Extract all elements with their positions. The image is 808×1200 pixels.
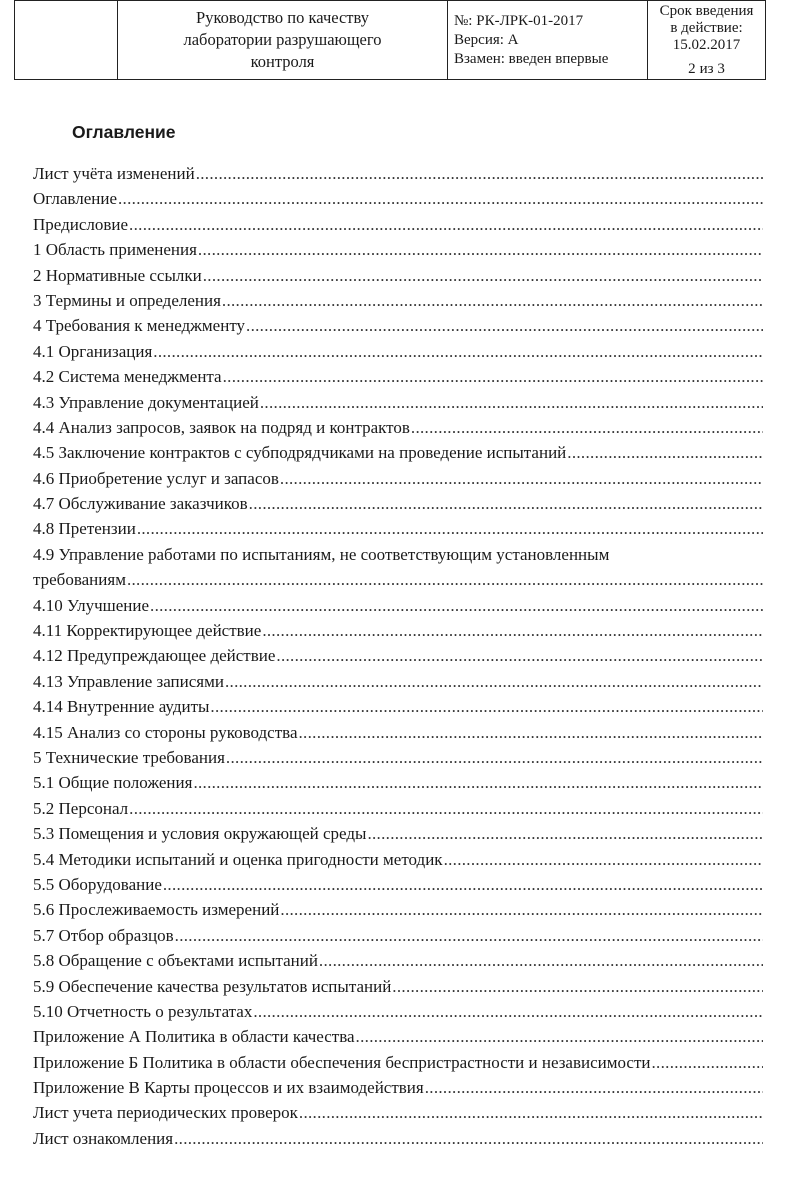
toc-item-title: 4.11 Корректирующее действие (33, 621, 262, 641)
toc-leader-dots (262, 618, 763, 643)
title-line: Руководство по качеству (196, 8, 369, 27)
doc-version: Версия: А (454, 31, 519, 48)
toc-leader-dots (411, 415, 763, 440)
toc-leader-dots (280, 466, 763, 491)
toc-item (33, 491, 763, 516)
toc-item (33, 745, 763, 770)
toc-leader-dots (226, 745, 763, 770)
toc-leader-dots (260, 390, 763, 415)
toc-leader-dots (118, 186, 763, 211)
toc-item (33, 542, 763, 567)
toc-leader-dots (175, 923, 763, 948)
toc-leader-dots (246, 313, 763, 338)
toc-item (33, 339, 763, 364)
toc-leader-dots (127, 567, 763, 592)
toc-item (33, 1126, 763, 1151)
toc-leader-dots (196, 161, 763, 186)
toc-item-title: 4.3 Управление документацией (33, 392, 259, 412)
toc-leader-dots (129, 212, 763, 237)
toc-leader-dots (174, 1126, 763, 1151)
manual-title (118, 1, 448, 80)
toc-item-title: 4.14 Внутренние аудиты (33, 697, 210, 717)
toc-item (33, 720, 763, 745)
toc-leader-dots (153, 339, 763, 364)
toc-item (33, 872, 763, 897)
toc-item-title: 3 Термины и определения (33, 290, 221, 310)
toc-heading: Оглавление (72, 122, 176, 142)
toc-item-title: Лист ознакомления (33, 1128, 174, 1148)
toc-item-title: Приложение А Политика в области качества (33, 1027, 355, 1047)
toc-item (33, 897, 763, 922)
toc-item (33, 999, 763, 1024)
toc-leader-dots (356, 1024, 763, 1049)
toc-item (33, 288, 763, 313)
logo-cell (15, 1, 118, 80)
toc-leader-dots (425, 1075, 763, 1100)
toc-leader-dots (203, 263, 763, 288)
toc-leader-dots (392, 974, 763, 999)
toc-leader-dots (253, 999, 763, 1024)
title-line: контроля (250, 52, 315, 71)
toc-item-title: Приложение В Карты процессов и их взаимодействия (33, 1078, 424, 1098)
toc-item-title: 4.15 Анализ со стороны руководства (33, 722, 298, 742)
toc-leader-dots (652, 1050, 764, 1075)
toc-item-title: Предисловие (33, 214, 129, 234)
toc-item-title: 4.12 Предупреждающее действие (33, 646, 276, 666)
toc-item-title: 1 Область применения (33, 240, 197, 260)
toc-item-title: 4.1 Организация (33, 341, 153, 361)
toc-leader-dots (198, 237, 763, 262)
toc-item (33, 313, 763, 338)
toc-item (33, 212, 763, 237)
toc-leader-dots (150, 593, 763, 618)
effective-date: 15.02.2017 (672, 36, 741, 53)
doc-replaces: Взамен: введен впервые (454, 50, 609, 67)
toc-item (33, 237, 763, 262)
toc-item (33, 694, 763, 719)
table-of-contents (33, 161, 763, 1151)
toc-item (33, 567, 763, 592)
toc-item-title: Приложение Б Политика в области обеспечения беспристрастности и независимости (33, 1052, 651, 1072)
toc-leader-dots (210, 694, 763, 719)
page-number (648, 61, 765, 78)
toc-item (33, 466, 763, 491)
toc-leader-dots (276, 643, 763, 668)
toc-item-title: 5.10 Отчетность о результатах (33, 1001, 253, 1021)
toc-item (33, 618, 763, 643)
toc-item (33, 440, 763, 465)
toc-item (33, 948, 763, 973)
page-total: из 3 (699, 60, 725, 77)
toc-item (33, 263, 763, 288)
document-info (448, 1, 648, 80)
toc-item-title: 5 Технические требования (33, 747, 225, 767)
toc-leader-dots (223, 364, 763, 389)
toc-item-title: 5.3 Помещения и условия окружающей среды (33, 824, 367, 844)
toc-item-title: 4.4 Анализ запросов, заявок на подряд и контрактов (33, 417, 410, 437)
effective-line: в действие: (670, 19, 743, 36)
toc-item (33, 1100, 763, 1125)
toc-leader-dots (225, 669, 763, 694)
toc-item-title: 5.8 Обращение с объектами испытаний (33, 951, 318, 971)
toc-item (33, 161, 763, 186)
toc-item (33, 1050, 763, 1075)
toc-item-title: 4.7 Обслуживание заказчиков (33, 494, 248, 514)
toc-leader-dots (222, 288, 763, 313)
effective-date-cell (648, 1, 766, 80)
effective-line: Срок введения (659, 2, 754, 19)
doc-number: №: РК-ЛРК-01-2017 (454, 12, 584, 29)
toc-leader-dots (163, 872, 763, 897)
toc-item (33, 821, 763, 846)
toc-leader-dots (137, 516, 763, 541)
toc-item-title: 5.9 Обеспечение качества результатов испытаний (33, 976, 392, 996)
toc-item (33, 593, 763, 618)
page-current: 2 (688, 60, 696, 77)
toc-leader-dots (319, 948, 763, 973)
toc-item-title: 4.9 Управление работами по испытаниям, не соответствующим установленным (33, 544, 610, 564)
toc-item-title: 5.6 Прослеживаемость измерений (33, 900, 280, 920)
toc-leader-dots (280, 897, 763, 922)
toc-leader-dots (367, 821, 763, 846)
toc-leader-dots (129, 796, 763, 821)
toc-leader-dots (193, 770, 763, 795)
toc-item-title: 5.4 Методики испытаний и оценка пригодности методик (33, 849, 443, 869)
toc-item-title: 4.5 Заключение контрактов с субподрядчиками на проведение испытаний (33, 443, 567, 463)
toc-item (33, 364, 763, 389)
toc-item-title: 4.8 Претензии (33, 519, 136, 539)
toc-item (33, 1024, 763, 1049)
toc-leader-dots (567, 440, 763, 465)
toc-item-title: 4.10 Улучшение (33, 595, 150, 615)
toc-leader-dots (299, 1100, 763, 1125)
toc-item-title: 5.7 Отбор образцов (33, 925, 174, 945)
toc-item (33, 974, 763, 999)
toc-item (33, 923, 763, 948)
toc-item-title: Оглавление (33, 189, 117, 209)
toc-item (33, 1075, 763, 1100)
toc-item (33, 415, 763, 440)
toc-item (33, 186, 763, 211)
title-line: лаборатории разрушающего (183, 30, 382, 49)
toc-item-title: требованиям (33, 570, 126, 590)
toc-item-title: 4.6 Приобретение услуг и запасов (33, 468, 279, 488)
toc-item-title: 5.5 Оборудование (33, 874, 162, 894)
toc-item (33, 847, 763, 872)
toc-item-title: 4 Требования к менеджменту (33, 316, 246, 336)
toc-item-title: Лист учёта изменений (33, 164, 195, 183)
document-header (14, 0, 766, 80)
toc-leader-dots (249, 491, 763, 516)
toc-item (33, 796, 763, 821)
toc-item-title: 4.13 Управление записями (33, 671, 224, 691)
toc-item (33, 770, 763, 795)
toc-item-title: 4.2 Система менеджмента (33, 367, 222, 387)
toc-item-title: 5.1 Общие положения (33, 773, 193, 793)
toc-item (33, 669, 763, 694)
toc-item-title: Лист учета периодических проверок (33, 1103, 298, 1123)
toc-item-title: 5.2 Персонал (33, 798, 129, 818)
toc-item-title: 2 Нормативные ссылки (33, 265, 202, 285)
toc-item (33, 643, 763, 668)
toc-leader-dots (299, 720, 764, 745)
toc-item (33, 390, 763, 415)
toc-leader-dots (444, 847, 763, 872)
toc-item (33, 516, 763, 541)
